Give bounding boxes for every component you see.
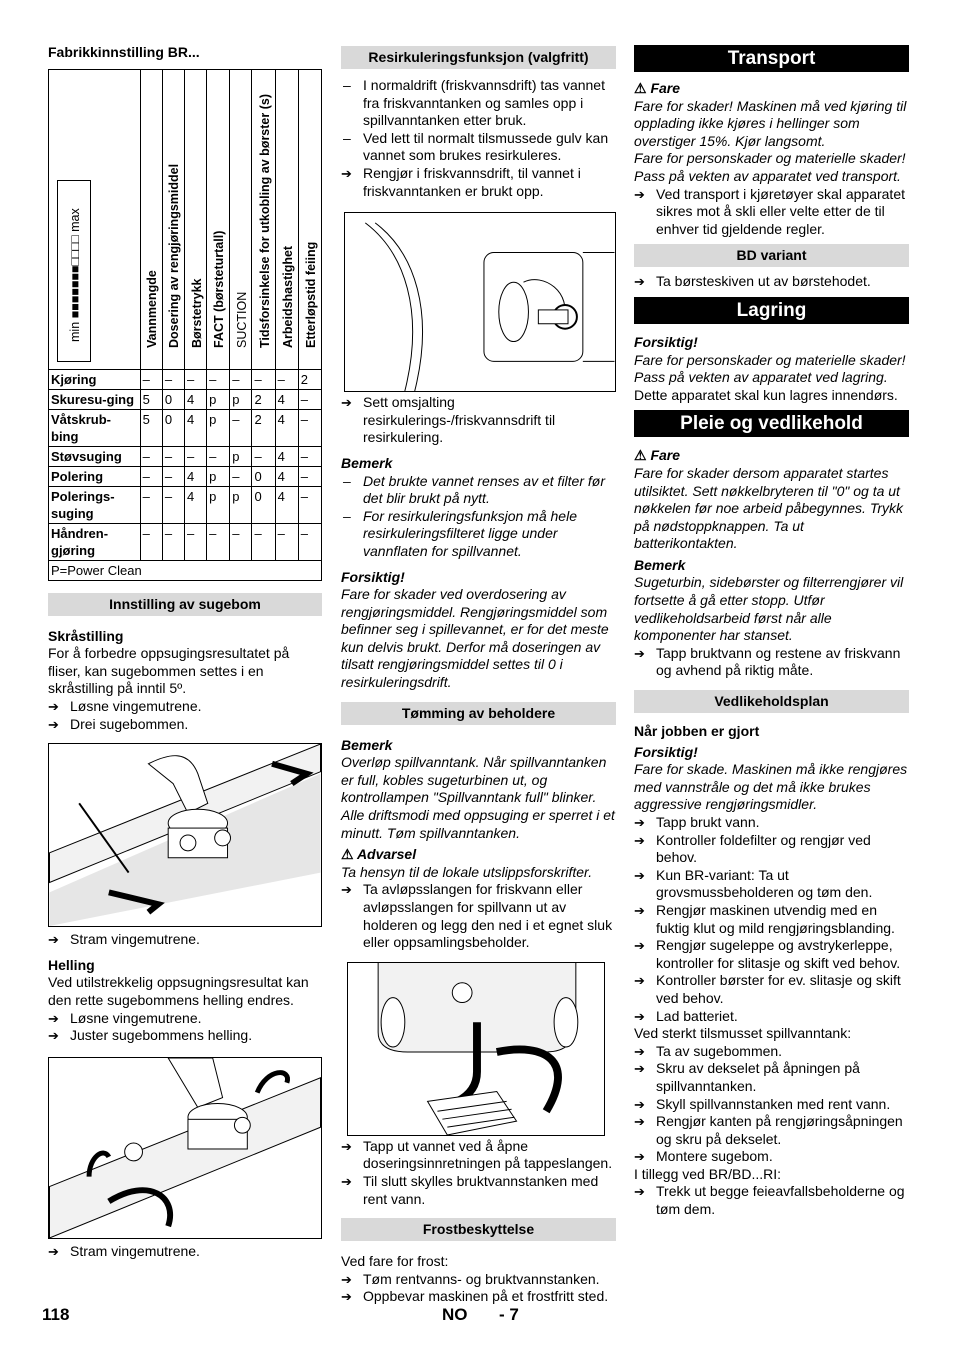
step: ➔ Skru av dekselet på åpningen på spillvanntanken. — [634, 1060, 909, 1095]
step: ➔ Ta børsteskiven ut av børstehodet. — [634, 273, 909, 291]
table-cell: – — [140, 369, 162, 389]
table-cell: p — [207, 486, 230, 523]
table-cell: – — [207, 523, 230, 560]
table-row — [49, 369, 322, 389]
table-cell: – — [298, 389, 321, 409]
paragraph: Ved fare for frost: — [341, 1253, 449, 1270]
table-cell: – — [298, 409, 321, 446]
caution-label: Forsiktig! — [341, 568, 405, 585]
table-cell: – — [298, 486, 321, 523]
table-body — [49, 369, 322, 560]
danger-heading — [634, 447, 909, 465]
warning-text: Ta hensyn til de lokale utslippsforskrifter. — [341, 863, 593, 880]
row-label: Polering — [49, 466, 141, 486]
table-cell: 0 — [162, 409, 184, 446]
header-cell: Dosering av rengjøringsmiddel — [162, 69, 184, 369]
table-row — [49, 409, 322, 446]
step: ➔ Drei sugebommen. — [48, 716, 322, 734]
table-cell: 4 — [275, 446, 298, 466]
table-row — [49, 389, 322, 409]
warning-triangle-icon: ⚠ — [634, 447, 647, 464]
table-cell: – — [162, 523, 184, 560]
note-label: Bemerk — [634, 556, 686, 573]
table-cell: – — [298, 523, 321, 560]
note-label: Bemerk — [341, 736, 393, 753]
note-text: Sugeturbin, sidebørster og filterrengjører vil fortsette å gå etter stopp. Utfør vedlikeholdsarbeid først når alle komponenter har stanset. — [634, 574, 904, 644]
table-cell: – — [298, 446, 321, 466]
step: ➔ Oppbevar maskinen på et frostfritt sted. — [341, 1288, 616, 1306]
table-cell: p — [207, 466, 230, 486]
step: ➔ Stram vingemutrene. — [48, 931, 322, 949]
header-cell: Arbeidshastighet — [275, 69, 298, 369]
table-cell: – — [162, 466, 184, 486]
factory-settings-title: Fabrikkinnstilling BR... — [48, 44, 200, 60]
section-title-suction-bar: Innstilling av sugebom — [48, 593, 322, 616]
step: ➔ Løsne vingemutrene. — [48, 698, 322, 716]
table-cell: 5 — [140, 409, 162, 446]
column-3 — [634, 44, 909, 1219]
step: ➔ Kontroller børster for ev. slitasje og skift ved behov. — [634, 972, 909, 1007]
table-row — [49, 486, 322, 523]
header-cell: Vannmengde — [140, 69, 162, 369]
table-cell: p — [230, 446, 252, 466]
suction-bar-inclination-illustration — [48, 1057, 322, 1239]
caution-label: Forsiktig! — [634, 333, 698, 350]
heading-care-maintenance: Pleie og vedlikehold — [634, 410, 909, 437]
warning-triangle-icon: ⚠ — [634, 80, 647, 96]
table-cell: – — [207, 369, 230, 389]
table-cell: – — [298, 466, 321, 486]
table-cell: 0 — [252, 466, 275, 486]
section-page-number: - 7 — [499, 1305, 519, 1324]
section-title-emptying: Tømming av beholdere — [341, 702, 616, 725]
paragraph: I tillegg ved BR/BD...RI: — [634, 1165, 782, 1182]
warning-heading — [341, 846, 616, 864]
scale-label: min ■■■■■■■□□□□ max — [68, 207, 82, 342]
step: ➔ Rengjør sugeleppe og avstrykerleppe, kontroller for slitasje og skift ved behov. — [634, 937, 909, 972]
table-cell: – — [162, 446, 184, 466]
danger-heading — [634, 80, 909, 98]
paragraph: Dette apparatet skal kun lagres innendørs. — [634, 386, 898, 403]
table-cell: p — [207, 409, 230, 446]
step: ➔ Rengjør kanten på rengjøringsåpningen og skru på dekselet. — [634, 1113, 909, 1148]
dash-item: – Ved lett til normalt tilsmussede gulv kan vannet som brukes resirkuleres. — [341, 130, 616, 165]
table-cell: p — [230, 389, 252, 409]
table-cell: 4 — [275, 389, 298, 409]
step: ➔ Tapp bruktvann og restene av friskvann og avhend på riktig måte. — [634, 645, 909, 680]
subheading-after-work: Når jobben er gjort — [634, 723, 760, 740]
table-cell: – — [230, 523, 252, 560]
table-cell: 4 — [275, 466, 298, 486]
table-cell: 4 — [275, 486, 298, 523]
table-row — [49, 523, 322, 560]
row-label: Håndren-gjøring — [49, 523, 141, 560]
step: ➔ Kontroller foldefilter og rengjør ved behov. — [634, 832, 909, 867]
table-cell: – — [162, 369, 184, 389]
table-cell: – — [140, 523, 162, 560]
scale-cell — [49, 69, 141, 369]
step: ➔ Montere sugebom. — [634, 1148, 909, 1166]
row-label: Polerings-suging — [49, 486, 141, 523]
note-item: – For resirkuleringsfunksjon må hele resirkuleringsfilteret ligge under vannflaten for spillvannet. — [341, 508, 616, 561]
table-cell: 4 — [275, 409, 298, 446]
danger-label: Fare — [650, 447, 681, 464]
step: ➔ Tapp ut vannet ved å åpne doseringsinnretningen på tappeslangen. — [341, 1138, 616, 1173]
heading-storage: Lagring — [634, 297, 909, 324]
heading-transport: Transport — [634, 45, 909, 72]
table-cell: 2 — [252, 389, 275, 409]
table-cell: 2 — [252, 409, 275, 446]
note-text: Overløp spillvanntank. Når spillvanntanken er full, kobles sugeturbinen ut, og kontrollampen "Spillvanntank full" blinker. Alle driftsmodi med oppsuging er sperret i et minutt. Tøm spillvanntanken. — [341, 754, 615, 841]
step: ➔ Tøm rentvanns- og bruktvannstanken. — [341, 1271, 616, 1289]
section-title-maintenance-plan: Vedlikeholdsplan — [634, 690, 909, 713]
table-cell: p — [230, 486, 252, 523]
subheading-tilt: Skråstilling — [48, 627, 124, 644]
table-cell: – — [230, 369, 252, 389]
drain-hose-illustration — [347, 962, 605, 1136]
table-row — [49, 466, 322, 486]
table-cell: 5 — [140, 389, 162, 409]
section-title-bd-variant: BD variant — [634, 244, 909, 267]
table-cell: – — [207, 446, 230, 466]
caution-text: Fare for skade. Maskinen må ikke rengjøres med vannstråle og det må ikke brukes aggressive rengjøringsmidler. — [634, 761, 908, 813]
table-cell: – — [184, 446, 206, 466]
table-cell: 4 — [184, 486, 206, 523]
page-number: 118 — [42, 1305, 70, 1324]
section-title-recirculation: Resirkuleringsfunksjon (valgfritt) — [341, 46, 616, 69]
header-cell: Børstetrykk — [184, 69, 206, 369]
header-cell: Tidsforsinkelse for utkobling av børster (s) — [252, 69, 275, 369]
table-header-row — [49, 69, 322, 369]
table-cell: – — [230, 466, 252, 486]
step: ➔ Sett omsjalting resirkulerings-/friskvannsdrift til resirkulering. — [341, 394, 616, 447]
table-cell: – — [162, 486, 184, 523]
language-code: NO — [442, 1305, 468, 1324]
step: ➔ Tapp brukt vann. — [634, 814, 909, 832]
paragraph: For å forbedre oppsugingsresultatet på fliser, kan sugebommen settes i en skråstilling på inntil 5º. — [48, 645, 290, 697]
danger-text: Fare for personskader og materielle skader! Pass på vekten av apparatet ved transport. — [634, 150, 906, 184]
maintenance-steps — [634, 814, 909, 1025]
header-cell: Etterløpstid feiing — [298, 69, 321, 369]
section-title-frost: Frostbeskyttelse — [341, 1218, 616, 1241]
paragraph: Ved sterkt tilsmusset spillvanntank: — [634, 1025, 852, 1042]
table-cell: 4 — [184, 409, 206, 446]
step: ➔ Ved transport i kjøretøyer skal apparatet sikres mot å skli eller velte etter de til enhver tid gjeldende regler. — [634, 186, 909, 239]
note-item: – Det brukte vannet renses av et filter før det blir brukt på nytt. — [341, 473, 616, 508]
caution-text: Fare for personskader og materielle skader! Pass på vekten av apparatet ved lagring. — [634, 351, 906, 386]
step: ➔ Til slutt skylles bruktvannstanken med rent vann. — [341, 1173, 616, 1208]
dirty-tank-steps — [634, 1043, 909, 1166]
step: ➔ Trekk ut begge feieavfallsbeholderne og tøm dem. — [634, 1183, 909, 1218]
column-1 — [48, 44, 322, 1260]
step: ➔ Juster sugebommens helling. — [48, 1027, 322, 1045]
step: ➔ Ta avløpsslangen for friskvann eller avløpsslangen for spillvann ut av holderen og legg den ned i et egnet sluk eller oppsamlingsbeholder. — [341, 881, 616, 951]
dash-item: – I normaldrift (friskvannsdrift) tas vannet fra friskvanntanken og samles opp i spillvanntanken etter bruk. — [341, 77, 616, 130]
warning-label: Advarsel — [356, 846, 417, 863]
row-label: Støvsuging — [49, 446, 141, 466]
table-cell: – — [252, 369, 275, 389]
table-cell: – — [275, 523, 298, 560]
table-cell: – — [184, 523, 206, 560]
step: ➔ Rengjør i friskvannsdrift, til vannet i friskvanntanken er brukt opp. — [341, 165, 616, 200]
step: ➔ Ta av sugebommen. — [634, 1043, 909, 1061]
danger-text: Fare for skader dersom apparatet startes utilsiktet. Sett nøkkelbryteren til "0" og ta ut nøkkelen før noe arbeid påbegynnes. Trykk på nødstoppknappen. Ta ut batterikontakten. — [634, 464, 903, 552]
suction-bar-tilt-illustration — [48, 743, 322, 927]
danger-label: Fare — [650, 80, 681, 96]
caution-label: Forsiktig! — [634, 743, 698, 760]
table-cell: – — [140, 486, 162, 523]
table-cell: – — [140, 466, 162, 486]
table-cell: – — [252, 523, 275, 560]
table-cell: – — [230, 409, 252, 446]
step: ➔ Kun BR-variant: Ta ut grovsmussbeholderen og tøm den. — [634, 867, 909, 902]
table-cell: – — [140, 446, 162, 466]
row-label: Våtskrub-bing — [49, 409, 141, 446]
caution-text: Fare for skader ved overdosering av rengjøringsmiddel. Rengjøringsmiddel som befinner seg i spillevannet, er for det meste kun delvis brukt. Derfor må doseringen av tilsatt rengjøringsmiddel settes til 0 i resirkuleringsdrift. — [341, 586, 609, 691]
step: ➔ Løsne vingemutrene. — [48, 1010, 322, 1028]
table-cell: – — [184, 369, 206, 389]
step: ➔ Stram vingemutrene. — [48, 1243, 322, 1261]
danger-text: Fare for skader! Maskinen må ved kjøring til opplading ikke kjøres i hellinger som overstiger 15%. Kjør langsomt. — [634, 97, 907, 149]
column-2 — [341, 44, 616, 1306]
header-cell: SUCTION — [230, 69, 252, 369]
step: ➔ Lad batteriet. — [634, 1008, 909, 1026]
factory-settings-table — [48, 69, 322, 581]
table-cell: 0 — [162, 389, 184, 409]
warning-triangle-icon: ⚠ — [341, 846, 354, 863]
subheading-inclination: Helling — [48, 956, 95, 973]
table-cell: 0 — [252, 486, 275, 523]
table-footnote: P=Power Clean — [49, 560, 322, 580]
recirculation-switch-illustration — [344, 212, 616, 392]
table-row — [49, 446, 322, 466]
note-label: Bemerk — [341, 454, 393, 471]
table-cell: p — [207, 389, 230, 409]
row-label: Skuresu-ging — [49, 389, 141, 409]
step: ➔ Rengjør maskinen utvendig med en fuktig klut og mild rengjøringsblanding. — [634, 902, 909, 937]
table-cell: 4 — [184, 466, 206, 486]
table-cell: 2 — [298, 369, 321, 389]
step: ➔ Skyll spillvannstanken med rent vann. — [634, 1096, 909, 1114]
table-cell: – — [275, 369, 298, 389]
row-label: Kjøring — [49, 369, 141, 389]
table-cell: 4 — [184, 389, 206, 409]
paragraph: Ved utilstrekkelig oppsugningsresultat kan den rette sugebommens helling endres. — [48, 974, 309, 1008]
table-cell: – — [252, 446, 275, 466]
header-cell: FACT (børsteturtall) — [207, 69, 230, 369]
